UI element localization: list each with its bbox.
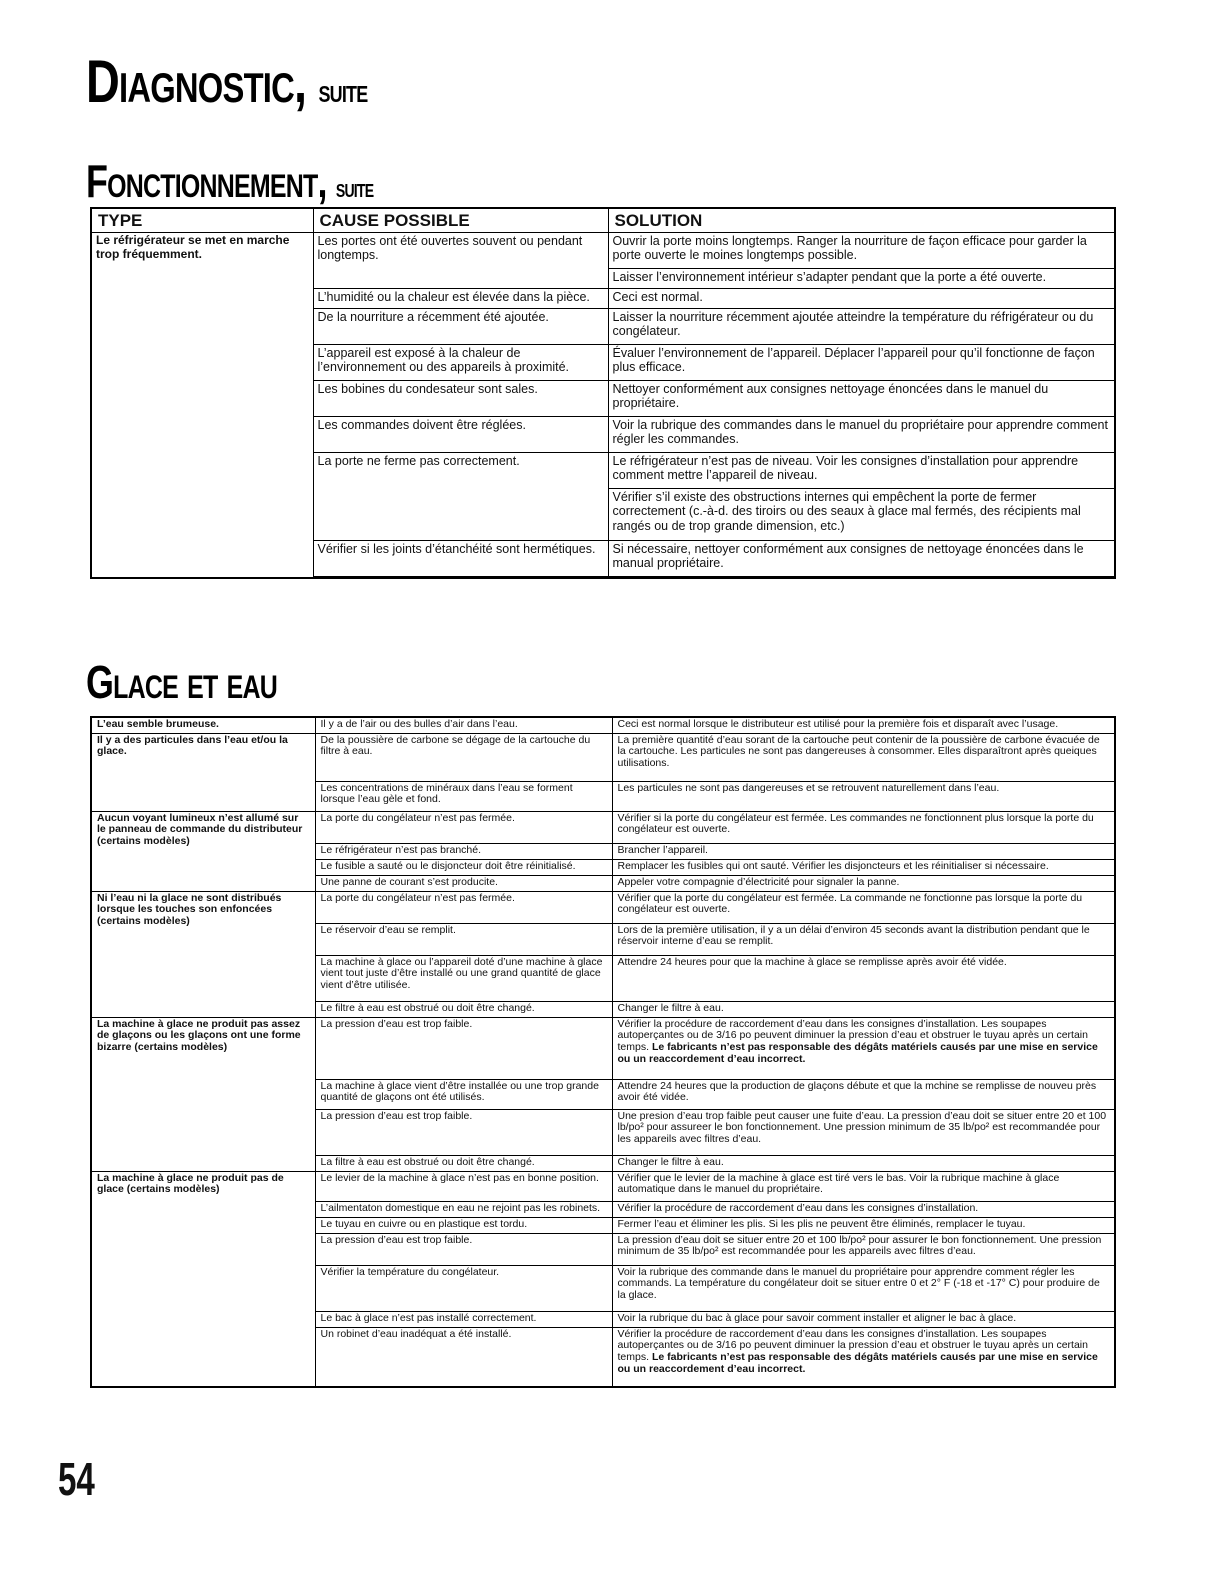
section-title-suite: suite: [335, 175, 374, 203]
cause-cell: Le tuyau en cuivre ou en plastique est tordu.: [315, 1217, 612, 1233]
cause-cell: La porte du congélateur n’est pas fermée.: [315, 811, 612, 843]
solution-cell: Vérifier que la porte du congélateur est fermée. La commande ne fonctionne pas lorsque la porte du congélateur est ouverte.: [612, 891, 1115, 923]
solution-cell: Vérifier que le levier de la machine à glace est tiré vers le bas. Voir la rubrique machine à glace automatique dans le manuel du propriétaire.: [612, 1171, 1115, 1201]
table-row: [91, 1171, 1115, 1201]
table-row: [91, 733, 1115, 781]
header-type: TYPE: [91, 208, 313, 232]
solution-cell: Le réfrigérateur n’est pas de niveau. Voir les consignes d’installation pour apprendre comment mettre l’appareil de niveau.: [608, 452, 1115, 488]
problem-type: Il y a des particules dans l’eau et/ou la glace.: [91, 733, 315, 811]
cause-cell: L’humidité ou la chaleur est élevée dans la pièce.: [313, 288, 608, 308]
cause-cell: Il y a de l’air ou des bulles d’air dans l’eau.: [315, 717, 612, 733]
liability-notice: Le fabricants n’est pas responsable des dégâts matériels causés par une mise en service ou un reaccordement d’eau incorrect.: [617, 1041, 1098, 1066]
cause-cell: De la poussière de carbone se dégage de la cartouche du filtre à eau.: [315, 733, 612, 781]
page-title: [86, 48, 368, 115]
cause-cell: Un robinet d’eau inadéquat a été installé.: [315, 1327, 612, 1387]
solution-cell: Voir la rubrique du bac à glace pour savoir comment installer et aligner le bac à glace.: [612, 1311, 1115, 1327]
header-cause: CAUSE POSSIBLE: [313, 208, 608, 232]
solution-cell: Laisser l’environnement intérieur s’adapter pendant que la porte a été ouverte.: [608, 268, 1115, 288]
solution-cell: Ouvrir la porte moins longtemps. Ranger la nourriture de façon efficace pour garder la porte ouverte le moines longtemps possible.: [608, 232, 1115, 268]
problem-type: Ni l’eau ni la glace ne sont distribués lorsque les touches son enfoncées (certains modèles): [91, 891, 315, 1017]
solution-cell: Appeler votre compagnie d’électricité pour signaler la panne.: [612, 875, 1115, 891]
cause-cell: La machine à glace ou l’appareil doté d’une machine à glace vient tout juste d’être installé ou une grand quantité de glace vient d’être utilisée.: [315, 955, 612, 1001]
solution-cell: Ceci est normal.: [608, 288, 1115, 308]
troubleshooting-table-ice-water: [90, 716, 1116, 1388]
solution-cell: Voir la rubrique des commandes dans le manuel du propriétaire pour apprendre comment régler les commandes.: [608, 416, 1115, 452]
cause-cell: La porte du congélateur n’est pas fermée.: [315, 891, 612, 923]
table-row: [91, 232, 1115, 268]
solution-cell: Changer le filtre à eau.: [612, 1155, 1115, 1171]
cause-cell: Les commandes doivent être réglées.: [313, 416, 608, 452]
cause-cell: Le réfrigérateur n’est pas branché.: [315, 843, 612, 859]
solution-cell: Attendre 24 heures que la production de glaçons débute et que la mchine se remplisse de nouveu près avoir été vidée.: [612, 1079, 1115, 1109]
solution-cell: Vérifier s’il existe des obstructions internes qui empêchent la porte de fermer correctement (c.-à-d. des tiroirs ou des seaux à glace mal fermés, des récipients mal rangés ou de trop grande dimension, etc.): [608, 488, 1115, 540]
cause-cell: La pression d’eau est trop faible.: [315, 1109, 612, 1155]
cause-cell: Le fusible a sauté ou le disjoncteur doit être réinitialisé.: [315, 859, 612, 875]
cause-cell: La porte ne ferme pas correctement.: [313, 452, 608, 540]
table-row: [91, 717, 1115, 733]
section-title-glace-eau: Glace et eau: [86, 656, 278, 708]
solution-cell: Une presion d’eau trop faible peut causer une fuite d’eau. La pression d’eau doit se situer entre 20 et 100 lb/po² pour assureer le bon fonctionnement. Une pression minimum de 35 lb/po² est recommandée pour les appareils avec filtres d’eau.: [612, 1109, 1115, 1155]
cause-cell: Le levier de la machine à glace n’est pas en bonne position.: [315, 1171, 612, 1201]
cause-cell: Le filtre à eau est obstrué ou doit être changé.: [315, 1001, 612, 1017]
solution-cell: Lors de la première utilisation, il y a un délai d’environ 45 seconds avant la distribution pendant que le réservoir interne d’eau se remplit.: [612, 923, 1115, 955]
table-row: [91, 891, 1115, 923]
solution-cell: Ceci est normal lorsque le distributeur est utilisé pour la première fois et disparaît avec l’usage.: [612, 717, 1115, 733]
cause-cell: La pression d’eau est trop faible.: [315, 1017, 612, 1079]
solution-cell: Nettoyer conformément aux consignes nettoyage énoncées dans le manuel du propriétaire.: [608, 380, 1115, 416]
solution-cell: La pression d’eau doit se situer entre 20 et 100 lb/po² pour assurer le bon fonctionnement. Une pression minimum de 35 lb/po² est recommandée pour les appareils avec filtres d’eau.: [612, 1233, 1115, 1265]
solution-cell: Évaluer l’environnement de l’appareil. Déplacer l’appareil pour qu’il fonctionne de façon plus efficace.: [608, 344, 1115, 380]
cause-cell: L’appareil est exposé à la chaleur de l’environnement ou des appareils à proximité.: [313, 344, 608, 380]
table-row: [91, 811, 1115, 843]
cause-cell: Vérifier la température du congélateur.: [315, 1265, 612, 1311]
cause-cell: L’ailmentaton domestique en eau ne rejoint pas les robinets.: [315, 1201, 612, 1217]
cause-cell: Les bobines du condesateur sont sales.: [313, 380, 608, 416]
solution-cell: Vérifier la procédure de raccordement d’eau dans les consignes d’installation.: [612, 1201, 1115, 1217]
cause-cell: Le bac à glace n’est pas installé correctement.: [315, 1311, 612, 1327]
solution-text: Vérifier la procédure de raccordement d’eau dans les consignes d’installation. Les soupapes autoperçantes ou de 3/16 po peuvent diminuer la pression d’eau et obstruer le tuyau après un certain temps.: [617, 1327, 1088, 1364]
cause-cell: Une panne de courant s’est producite.: [315, 875, 612, 891]
problem-type: La machine à glace ne produit pas de glace (certains modèles): [91, 1171, 315, 1387]
section-title-main: Fonctionnement,: [86, 155, 327, 207]
solution-cell: [612, 1327, 1115, 1387]
solution-cell: [612, 1017, 1115, 1079]
liability-notice: Le fabricants n’est pas responsable des dégâts matériels causés par une mise en service ou un reaccordement d’eau incorrect.: [617, 1351, 1098, 1376]
solution-text: Vérifier la procédure de raccordement d’eau dans les consignes d’installation. Les soupapes autoperçantes ou de 3/16 po peuvent diminuer la pression d’eau et obstruer le tuyau après un certain temps.: [617, 1017, 1088, 1054]
problem-type: Aucun voyant lumineux n’est allumé sur le panneau de commande du distributeur (certains modèles): [91, 811, 315, 891]
problem-type: La machine à glace ne produit pas assez de glaçons ou les glaçons ont une forme bizarre (certains modèles): [91, 1017, 315, 1171]
cause-cell: La machine à glace vient d’être installée ou une trop grande quantité de glaçons ont été utilisés.: [315, 1079, 612, 1109]
solution-cell: Vérifier si la porte du congélateur est fermée. Les commandes ne fonctionnent plus lorsque la porte du congélateur est ouverte.: [612, 811, 1115, 843]
problem-type: L’eau semble brumeuse.: [91, 717, 315, 733]
section-title-fonctionnement: [86, 155, 374, 207]
problem-type: Le réfrigérateur se met en marche trop fréquemment.: [91, 232, 313, 578]
solution-cell: Si nécessaire, nettoyer conformément aux consignes de nettoyage énoncées dans le manual propriétaire.: [608, 540, 1115, 576]
solution-cell: Voir la rubrique des commande dans le manuel du propriétaire pour apprendre comment régler les commands. La température du congélateur doit se situer entre 0 et 2° F (-18 et -17° C) pour produire de la glace.: [612, 1265, 1115, 1311]
cause-cell: La filtre à eau est obstrué ou doit être changé.: [315, 1155, 612, 1171]
solution-cell: Attendre 24 heures pour que la machine à glace se remplisse après avoir été vidée.: [612, 955, 1115, 1001]
cause-cell: Vérifier si les joints d’étanchéité sont hermétiques.: [313, 540, 608, 576]
cause-cell: Les concentrations de minéraux dans l’eau se forment lorsque l’eau gèle et fond.: [315, 781, 612, 811]
page-title-main: Diagnostic,: [86, 48, 307, 115]
page-title-suite: suite: [318, 72, 368, 109]
solution-cell: Laisser la nourriture récemment ajoutée atteindre la température du réfrigérateur ou du congélateur.: [608, 308, 1115, 344]
table-header-row: [91, 208, 1115, 232]
cause-cell: De la nourriture a récemment été ajoutée.: [313, 308, 608, 344]
troubleshooting-table-operation: [90, 207, 1116, 579]
solution-cell: Fermer l’eau et éliminer les plis. Si les plis ne peuvent être éliminés, remplacer le tuyau.: [612, 1217, 1115, 1233]
solution-cell: Changer le filtre à eau.: [612, 1001, 1115, 1017]
solution-cell: Les particules ne sont pas dangereuses et se retrouvent naturellement dans l’eau.: [612, 781, 1115, 811]
table-row: [91, 1017, 1115, 1079]
cause-cell: Les portes ont été ouvertes souvent ou pendant longtemps.: [313, 232, 608, 288]
header-solution: SOLUTION: [608, 208, 1115, 232]
cause-cell: La pression d’eau est trop faible.: [315, 1233, 612, 1265]
solution-cell: La première quantité d’eau sorant de la cartouche peut contenir de la poussière de carbone évacuée de la cartouche. Les particules ne sont pas dangereuses à consommer. Elles disparaîtront après queiques utilisations.: [612, 733, 1115, 781]
solution-cell: Remplacer les fusibles qui ont sauté. Vérifier les disjoncteurs et les réinitialiser si nécessaire.: [612, 859, 1115, 875]
page-number: 54: [58, 1453, 95, 1505]
cause-cell: Le réservoir d’eau se remplit.: [315, 923, 612, 955]
solution-cell: Brancher l’appareil.: [612, 843, 1115, 859]
